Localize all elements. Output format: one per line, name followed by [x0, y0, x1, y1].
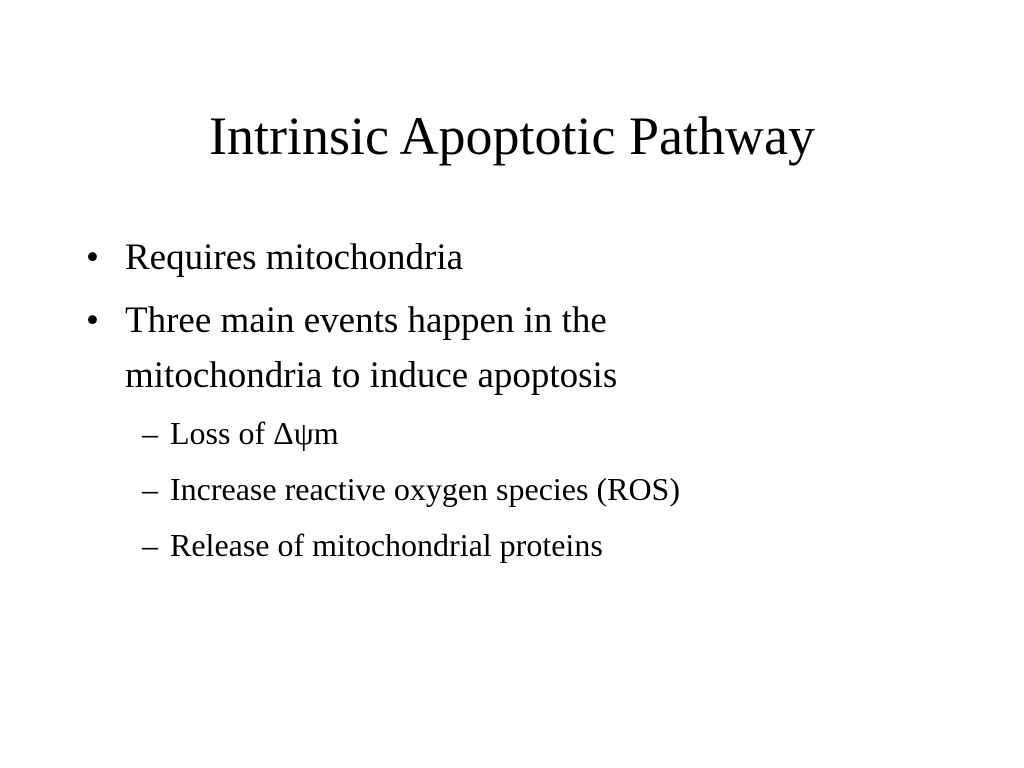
sub-bullet-marker: – — [142, 415, 158, 451]
sub-bullet-item — [0, 467, 1024, 511]
slide-title: Intrinsic Apoptotic Pathway — [209, 106, 815, 166]
bullet-text: Three main events happen in the mitochondria to induce apoptosis — [125, 300, 618, 396]
sub-bullet-marker: – — [142, 471, 158, 507]
bullet-text: Requires mitochondria — [125, 237, 464, 278]
bullet-item — [0, 293, 765, 403]
bullet-list — [0, 230, 1024, 579]
sub-bullet-marker: – — [142, 527, 158, 563]
bullet-marker: • — [86, 300, 99, 341]
bullet-item — [0, 230, 765, 285]
sub-bullet-item — [0, 411, 1024, 455]
sub-bullet-text: Release of mitochondrial proteins — [170, 527, 603, 563]
sub-bullet-text: Increase reactive oxygen species (ROS) — [170, 471, 680, 507]
sub-bullet-item — [0, 523, 1024, 567]
sub-bullet-text: Loss of Δψm — [170, 415, 339, 451]
bullet-marker: • — [86, 237, 99, 278]
